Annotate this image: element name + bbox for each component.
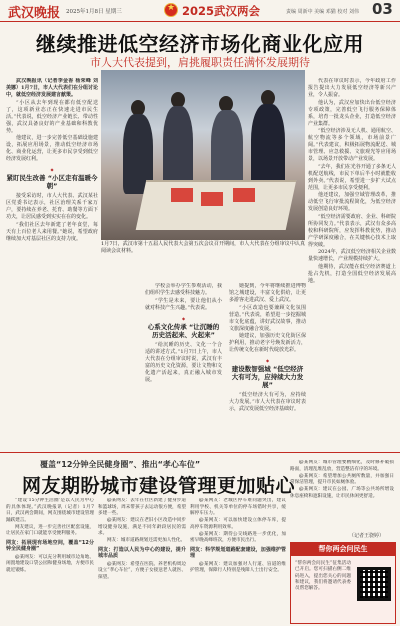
- help-box-title: 帮你两会问民生: [291, 543, 395, 556]
- section-title: 2025武汉两会: [182, 4, 261, 18]
- body-paragraph: 他认为，武汉应加快出台低空经济专项政策，完善低空飞行服务保障体系，培育一批龙头企业，打造低空经济产业集群。: [308, 99, 396, 127]
- newspaper-logo: 武汉晚报: [8, 6, 61, 21]
- lead-paragraph: 武汉晚报讯（记者李金香 杨荣峰 刘美娜）1月7日，市人大代表们在分组讨论中，就低空经济发展建言献策。: [6, 78, 98, 98]
- body-paragraph: 2024年，武汉低空经济相关企业数量快速增长，产业规模持续扩大。: [308, 249, 396, 262]
- body-paragraph: @某网友：建议在老旧小区改造中同步增设健身设施，满足不同年龄段居民的需求。: [98, 518, 186, 536]
- body-paragraph: “小区从去年到现在都有低空配送了，这项新业态正在快速走进市民生活。”代表说，低空经济产业链长、带动性强，武汉具备良好的产业基础和科教优势。: [6, 99, 98, 134]
- body-paragraph: @某网友：城市管理要精细化，及时修补破损路面，清理乱堆乱放，营造整洁有序的环境。: [290, 460, 394, 472]
- lead-column-1: [6, 78, 98, 442]
- document-stack: [171, 188, 193, 202]
- editor-credits: 责编 周新中 美编 邓猫 校对 刘伟: [286, 9, 359, 15]
- story-kicker: 覆盖“12分钟全民健身圈”、推出“孝心车位”: [40, 460, 201, 469]
- news-photo: [101, 70, 305, 240]
- story-headline: 网友期盼城市建设管理更加贴心: [22, 475, 296, 497]
- body-paragraph: 接受采访时，市人大代表、武汉某社区党委书记表示，社区治理关系千家万户，要持续在养老、托育、助餐等方面下功夫，让居民感受到实实在在的变化。: [6, 193, 98, 220]
- body-paragraph: “给沉睡的历史、文化一个合适的讲述方式。”1月7日上午，市人大代表在分组审议时说，武汉有丰富的历史文化资源，要让文物和文化遗产活起来，真正融入城市发展。: [145, 341, 222, 383]
- section-subhead: 网友：打造以人民为中心的建设，提升城市品质: [98, 546, 186, 559]
- body-paragraph: @某网友：可以加快建设立体停车库，提高停车资源利用效率。: [190, 518, 286, 530]
- story-column-1: [6, 498, 94, 622]
- person-figure: [211, 110, 243, 190]
- section-subhead: ◆ 紧盯民生改善 “小区走有温暖今朝”: [6, 167, 98, 190]
- page-number: 03: [372, 0, 393, 18]
- photo-caption: 1月7日，武汉市第十五届人民代表大会第五次会议召开期间，市人大代表在分组审议中认真阅读会议材料。: [101, 241, 305, 254]
- lead-column-3: [229, 283, 306, 445]
- story-column-2: [98, 498, 186, 622]
- emblem-icon: [164, 3, 178, 17]
- body-paragraph: “我们社区去年新建了老年食堂，每天有上百位老人来用餐。”她说，希望政府继续加大对基层社区的支持力度。: [6, 221, 98, 242]
- body-paragraph: “小区改造也要兼顾文化氛围营造。”代表说，希望进一步挖掘城市文化底蕴，讲好武汉故事，推动文旅深度融合发展。: [229, 304, 306, 332]
- body-paragraph: 他期待，武汉能在低空经济赛道上抢占先机，打造全国低空经济发展高地。: [308, 263, 396, 284]
- body-paragraph: “去年，我们在光谷开通了多条无人机配送航线，市民下单后半小时就能收到外卖。”代表说，希望进一步扩大试点范围，让更多市民享受便利。: [308, 163, 396, 191]
- body-paragraph: 他还建议，加强空域管理改革，推动低空飞行审批流程简化，为低空经济发展创造良好环境。: [308, 192, 396, 212]
- document-stack: [233, 188, 255, 202]
- body-paragraph: “低空经济大有可为，应持续大力发展。”市人大代表在审议时表示，武汉发展低空经济基础好。: [229, 392, 306, 412]
- body-paragraph: @某网友：老城区停车难问题突出，建议利用学校、机关等单位的停车场错时共享，缓解停车压力。: [190, 498, 286, 516]
- ornament-icon: ◆: [50, 167, 54, 172]
- lead-column-4: [308, 78, 396, 445]
- section-subhead: 网友：科学规划道路配套建设，加强维护管理: [190, 546, 286, 559]
- body-paragraph: “低空经济涉及无人机、通用航空、航空物流等多个领域，市场前景广阔。”代表建议，积极拓展物流配送、城市管理、应急救援、文旅观光等应用场景，以场景开放带动产业发展。: [308, 128, 396, 162]
- lead-subheadline: 市人大代表提到，肩挑履职责任满怀发展期待: [90, 56, 310, 69]
- body-paragraph: “学生是未来，要让他们从小就对科技产生兴趣。”代表说。: [145, 297, 222, 311]
- lead-column-2: [145, 283, 222, 445]
- body-paragraph: 学校会举办学生参观活动，我们组织学生去感受科技魅力。: [145, 283, 222, 296]
- section-subhead: ◆ 心系文化传承 “让沉睡的历史活起来、火起来”: [145, 315, 222, 339]
- section-divider: [0, 452, 400, 453]
- body-paragraph: 他建议，进一步完善低空基础设施建设，拓展应用场景，推动低空经济市场化、商业化运营，让更多市民享受到低空经济发展红利。: [6, 135, 98, 162]
- lead-headline: 继续推进低空经济市场化商业化应用: [36, 32, 364, 56]
- reporter-byline: （记者王骁婷）: [349, 533, 385, 539]
- masthead: [0, 0, 400, 22]
- publish-date: 2025年1月8日 星期三: [66, 9, 122, 15]
- section-subhead: 网友：拓展现有场地空间，覆盖“12分钟全民健身圈”: [6, 539, 94, 552]
- body-paragraph: @某网友：去年在社区新建了健身步道和篮球场，周末带孩子去运动很方便，希望多建一些。: [98, 498, 186, 516]
- body-paragraph: @某网友：期待公交线路进一步优化，加密早晚高峰班次，方便市民出行。: [190, 531, 286, 543]
- body-paragraph: “建设‘15分钟生活圈’是以人民为中心的具体体现。”武汉晚报讯（记者）1月7日，武汉两会期间，网友围绕城市建设管理踊跃建言。: [6, 498, 94, 523]
- help-box: [290, 542, 396, 624]
- body-paragraph: @某网友：希望在医院、养老机构周边设立“孝心车位”，方便子女接送老人就医、探望。: [98, 561, 186, 580]
- body-paragraph: @某网友：希望增加公共厕所数量，并加强日常保洁管理，提升市民如厕体验。: [290, 473, 394, 485]
- ornament-icon: ◆: [265, 358, 270, 363]
- help-box-text: “帮你两会问民生”征集活动已开启。您可扫描右侧二维码进入，提出您关心的问题和建议，我们将邀请代表委员帮您解答。: [295, 561, 351, 592]
- document-stack: [201, 192, 223, 206]
- body-paragraph: 代表在审议时表示，今年政府工作报告提出大力发展低空经济等新兴产业，令人振奋。: [308, 78, 396, 98]
- body-paragraph: 网友建议，进一步完善社区配套设施，让居民在家门口就能享受便利服务。: [6, 524, 94, 536]
- section-subhead: ◆ 建设数智强城 “低空经济大有可为，应持续大力发展”: [229, 357, 306, 389]
- body-paragraph: 她建议，加强历史文化街区保护利用，推动老字号焕发新活力，让传统文化在新时代绽放光彩。: [229, 333, 306, 353]
- ornament-icon: ◆: [181, 315, 186, 321]
- story-column-4: [290, 460, 394, 536]
- body-paragraph: @某网友：可以充分利用城市边角地、闲置地建设口袋公园和健身场地，方便市民就近锻炼。: [6, 554, 94, 573]
- body-paragraph: “低空经济需要政府、企业、科研院所协同发力。”代表表示，武汉有众多高校和科研院所，应发挥科教优势，推动产学研深度融合，在关键核心技术上取得突破。: [308, 213, 396, 248]
- body-paragraph: @某网友：建议加强对人行道、盲道的维护管理，保障行人特别是残障人士出行安全。: [190, 561, 286, 573]
- body-paragraph: @某网友：建议在公园、广场等公共场所增设休息座椅和遮阳设施，让市民休闲更舒适。: [290, 487, 394, 499]
- story-column-3: [190, 498, 286, 622]
- body-paragraph: 她提到，今年将继续推进博物馆之城建设，丰富文化供给，让更多游客走进武汉、爱上武汉。: [229, 283, 306, 303]
- body-paragraph: 网友：城市道路规划还需更加人性化。: [107, 538, 186, 543]
- qr-code-icon[interactable]: [357, 567, 391, 601]
